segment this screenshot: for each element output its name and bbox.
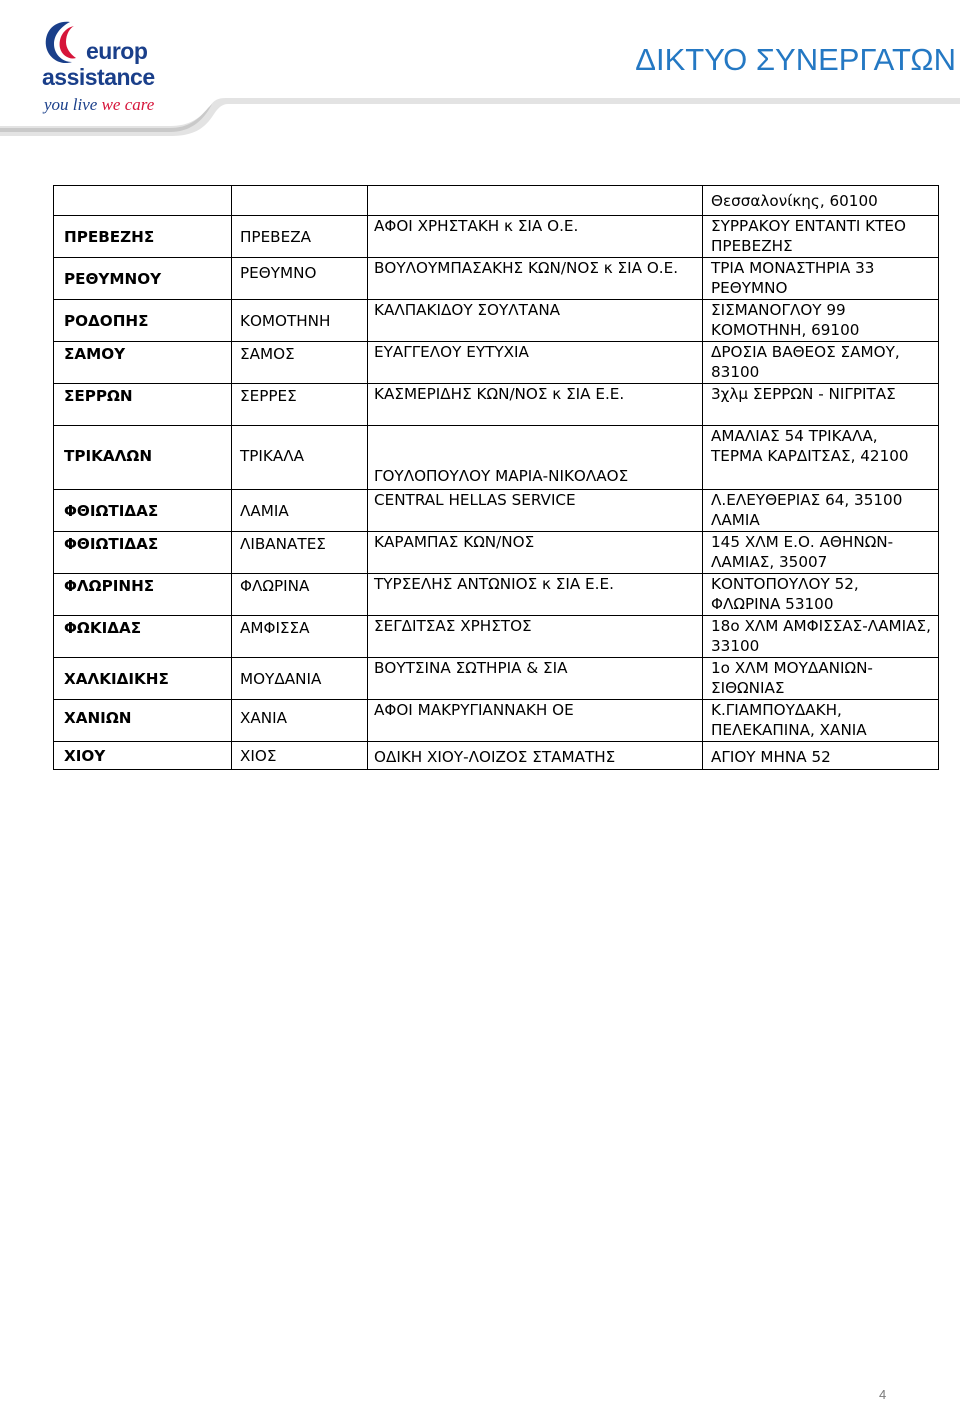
table-row bbox=[54, 384, 939, 426]
city-cell: ΧΑΝΙΑ bbox=[232, 700, 368, 742]
partner-cell: ΕΥΑΓΓΕΛΟΥ ΕΥΤΥΧΙΑ bbox=[368, 342, 703, 384]
prefecture-cell: ΧΙΟΥ bbox=[54, 742, 232, 770]
partner-cell: ΑΦΟΙ ΧΡΗΣΤΑΚΗ κ ΣΙΑ Ο.Ε. bbox=[368, 216, 703, 258]
address-cell: Λ.ΕΛΕΥΘΕΡΙΑΣ 64, 35100 ΛΑΜΙΑ bbox=[703, 490, 939, 532]
prefecture-cell: ΦΩΚΙΔΑΣ bbox=[54, 616, 232, 658]
table-row bbox=[54, 342, 939, 384]
prefecture-cell bbox=[54, 186, 232, 216]
logo-wordmark-europ: europ bbox=[86, 38, 148, 64]
prefecture-cell: ΦΘΙΩΤΙΔΑΣ bbox=[54, 532, 232, 574]
table-row bbox=[54, 426, 939, 490]
table-row bbox=[54, 216, 939, 258]
prefecture-cell: ΡΕΘΥΜΝΟΥ bbox=[54, 258, 232, 300]
city-cell: ΚΟΜΟΤΗΝΗ bbox=[232, 300, 368, 342]
address-cell: ΤΡΙΑ ΜΟΝΑΣΤΗΡΙΑ 33 ΡΕΘΥΜΝΟ bbox=[703, 258, 939, 300]
city-cell: ΛΙΒΑΝΑΤΕΣ bbox=[232, 532, 368, 574]
prefecture-cell: ΡΟΔΟΠΗΣ bbox=[54, 300, 232, 342]
partners-table bbox=[53, 185, 939, 770]
address-cell: ΑΓΙΟΥ ΜΗΝΑ 52 bbox=[703, 742, 939, 770]
logo-tagline-part1: you live bbox=[44, 95, 102, 114]
partner-cell: ΚΑΣΜΕΡΙΔΗΣ ΚΩΝ/ΝΟΣ κ ΣΙΑ Ε.Ε. bbox=[368, 384, 703, 426]
prefecture-cell: ΠΡΕΒΕΖΗΣ bbox=[54, 216, 232, 258]
partner-cell: ΚΑΡΑΜΠΑΣ ΚΩΝ/ΝΟΣ bbox=[368, 532, 703, 574]
address-cell: 1ο ΧΛΜ ΜΟΥΔΑΝΙΩΝ-ΣΙΘΩΝΙΑΣ bbox=[703, 658, 939, 700]
prefecture-cell: ΦΛΩΡΙΝΗΣ bbox=[54, 574, 232, 616]
table-row bbox=[54, 532, 939, 574]
table-row bbox=[54, 574, 939, 616]
table-row bbox=[54, 658, 939, 700]
address-cell: 18ο ΧΛΜ ΑΜΦΙΣΣΑΣ-ΛΑΜΙΑΣ, 33100 bbox=[703, 616, 939, 658]
logo-tagline-part2: we care bbox=[101, 95, 155, 114]
address-cell: ΔΡΟΣΙΑ ΒΑΘΕΟΣ ΣΑΜΟΥ, 83100 bbox=[703, 342, 939, 384]
table-row bbox=[54, 490, 939, 532]
city-cell bbox=[232, 186, 368, 216]
table-row bbox=[54, 616, 939, 658]
partner-cell: ΒΟΥΤΣΙΝΑ ΣΩΤΗΡΙΑ & ΣΙΑ bbox=[368, 658, 703, 700]
address-cell: ΣΙΣΜΑΝΟΓΛΟΥ 99 ΚΟΜΟΤΗΝΗ, 69100 bbox=[703, 300, 939, 342]
city-cell: ΛΑΜΙΑ bbox=[232, 490, 368, 532]
header-swoosh-divider bbox=[0, 96, 960, 146]
city-cell: ΣΑΜΟΣ bbox=[232, 342, 368, 384]
prefecture-cell: ΦΘΙΩΤΙΔΑΣ bbox=[54, 490, 232, 532]
partner-cell: ΟΔΙΚΗ ΧΙΟΥ-ΛΟΙΖΟΣ ΣΤΑΜΑΤΗΣ bbox=[368, 742, 703, 770]
city-cell: ΧΙΟΣ bbox=[232, 742, 368, 770]
address-cell: ΑΜΑΛΙΑΣ 54 ΤΡΙΚΑΛΑ, ΤΕΡΜΑ ΚΑΡΔΙΤΣΑΣ, 42100 bbox=[703, 426, 939, 490]
logo-wordmark-assistance: assistance bbox=[42, 64, 155, 90]
prefecture-cell: ΤΡΙΚΑΛΩΝ bbox=[54, 426, 232, 490]
page-number: 4 bbox=[879, 1387, 887, 1402]
prefecture-cell: ΣΕΡΡΩΝ bbox=[54, 384, 232, 426]
partner-cell: ΣΕΓΔΙΤΣΑΣ ΧΡΗΣΤΟΣ bbox=[368, 616, 703, 658]
partner-cell: ΚΑΛΠΑΚΙΔΟΥ ΣΟΥΛΤΑΝΑ bbox=[368, 300, 703, 342]
address-cell: Θεσσαλονίκης, 60100 bbox=[703, 186, 939, 216]
city-cell: ΡΕΘΥΜΝΟ bbox=[232, 258, 368, 300]
page-title: ΔΙΚΤΥΟ ΣΥΝΕΡΓΑΤΩΝ bbox=[635, 42, 956, 77]
table-row bbox=[54, 300, 939, 342]
address-cell: 3χλμ ΣΕΡΡΩΝ - ΝΙΓΡΙΤΑΣ bbox=[703, 384, 939, 426]
partner-cell bbox=[368, 186, 703, 216]
prefecture-cell: ΣΑΜΟΥ bbox=[54, 342, 232, 384]
city-cell: ΣΕΡΡΕΣ bbox=[232, 384, 368, 426]
table-row bbox=[54, 700, 939, 742]
table-row bbox=[54, 742, 939, 770]
prefecture-cell: ΧΑΝΙΩΝ bbox=[54, 700, 232, 742]
address-cell: 145 ΧΛΜ Ε.Ο. ΑΘΗΝΩΝ-ΛΑΜΙΑΣ, 35007 bbox=[703, 532, 939, 574]
address-cell: ΣΥΡΡΑΚΟΥ ΕΝΤΑΝΤΙ ΚΤΕΟ ΠΡΕΒΕΖΗΣ bbox=[703, 216, 939, 258]
partner-cell: CENTRAL HELLAS SERVICE bbox=[368, 490, 703, 532]
partner-cell: ΓΟΥΛΟΠΟΥΛΟΥ ΜΑΡΙΑ-ΝΙΚΟΛΑΟΣ bbox=[368, 426, 703, 490]
city-cell: ΤΡΙΚΑΛΑ bbox=[232, 426, 368, 490]
city-cell: ΦΛΩΡΙΝΑ bbox=[232, 574, 368, 616]
partner-cell: ΑΦΟΙ ΜΑΚΡΥΓΙΑΝΝΑΚΗ ΟΕ bbox=[368, 700, 703, 742]
globe-logo-icon bbox=[40, 18, 84, 70]
address-cell: Κ.ΓΙΑΜΠΟΥΔΑΚΗ, ΠΕΛΕΚΑΠΙΝΑ, ΧΑΝΙΑ bbox=[703, 700, 939, 742]
city-cell: ΠΡΕΒΕΖΑ bbox=[232, 216, 368, 258]
partner-cell: ΒΟΥΛΟΥΜΠΑΣΑΚΗΣ ΚΩΝ/ΝΟΣ κ ΣΙΑ Ο.Ε. bbox=[368, 258, 703, 300]
partner-cell: ΤΥΡΣΕΛΗΣ ΑΝΤΩΝΙΟΣ κ ΣΙΑ Ε.Ε. bbox=[368, 574, 703, 616]
city-cell: ΜΟΥΔΑΝΙΑ bbox=[232, 658, 368, 700]
prefecture-cell: ΧΑΛΚΙΔΙΚΗΣ bbox=[54, 658, 232, 700]
city-cell: ΑΜΦΙΣΣΑ bbox=[232, 616, 368, 658]
address-cell: ΚΟΝΤΟΠΟΥΛΟΥ 52, ΦΛΩΡΙΝΑ 53100 bbox=[703, 574, 939, 616]
table-row bbox=[54, 186, 939, 216]
table-row bbox=[54, 258, 939, 300]
